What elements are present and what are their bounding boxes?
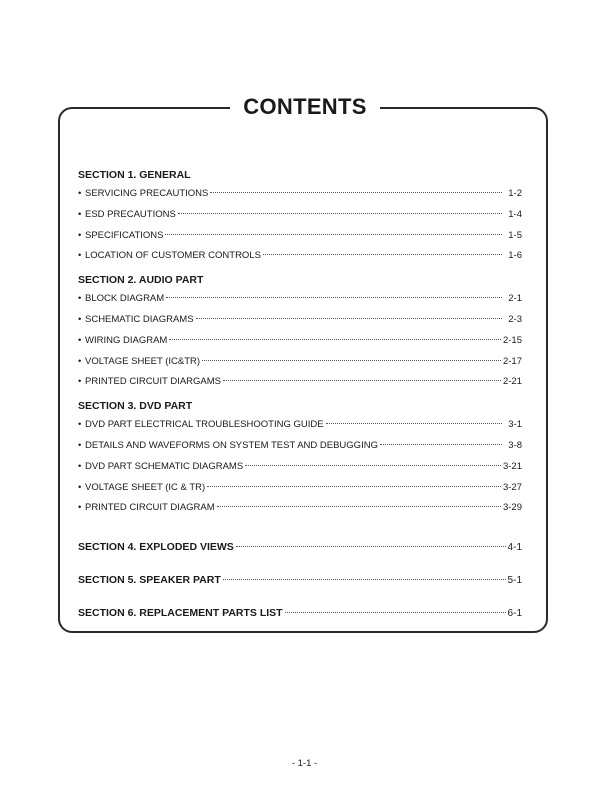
toc-section-1	[78, 166, 522, 267]
entry-label: SECTION 4. EXPLODED VIEWS	[78, 541, 234, 554]
entry-label: DETAILS AND WAVEFORMS ON SYSTEM TEST AND DEBUGGING	[85, 439, 378, 451]
dot-leader	[169, 339, 501, 340]
entry-page: 2-21	[502, 376, 522, 388]
toc-major-entry[interactable]	[78, 597, 522, 630]
bullet-icon: •	[78, 334, 82, 346]
entry-label: SPECIFICATIONS	[85, 229, 164, 241]
entry-label: SCHEMATIC DIAGRAMS	[85, 313, 194, 325]
toc-entry[interactable]	[78, 457, 522, 478]
bullet-icon: •	[78, 293, 82, 305]
toc-entry[interactable]	[78, 310, 522, 331]
entry-label: PRINTED CIRCUIT DIAGRAM	[85, 502, 215, 514]
dot-leader	[245, 465, 501, 466]
page-number: - 1-1 -	[291, 758, 318, 769]
dot-leader	[285, 612, 506, 613]
entry-page: 1-4	[508, 208, 522, 220]
entry-label: SECTION 5. SPEAKER PART	[78, 574, 221, 587]
toc-entry[interactable]	[78, 205, 522, 226]
bullet-icon: •	[78, 313, 82, 325]
toc-entry[interactable]	[78, 331, 522, 352]
bullet-icon: •	[78, 250, 82, 262]
dot-leader	[326, 423, 502, 424]
entry-label: ESD PRECAUTIONS	[85, 208, 176, 220]
entry-page: 1-2	[508, 188, 522, 199]
entry-label: BLOCK DIAGRAM	[85, 293, 165, 305]
entry-page: 2-17	[502, 355, 522, 367]
entry-page: 4-1	[507, 542, 522, 554]
entry-page: 1-5	[508, 229, 522, 241]
toc-entry[interactable]	[78, 498, 522, 519]
toc-entry[interactable]	[78, 289, 522, 310]
toc-entry[interactable]	[78, 184, 522, 205]
entry-page: 5-1	[507, 575, 522, 587]
toc-section-2	[78, 271, 522, 393]
entry-label: SECTION 6. REPLACEMENT PARTS LIST	[78, 607, 283, 620]
section-heading: SECTION 3. DVD PART	[78, 400, 193, 413]
bullet-icon: •	[78, 208, 82, 220]
dot-leader	[223, 579, 506, 580]
dot-leader	[217, 506, 501, 507]
bullet-icon: •	[78, 439, 82, 451]
entry-page: 2-3	[508, 313, 522, 325]
entry-label: WIRING DIAGRAM	[85, 334, 168, 346]
toc-major-entry[interactable]	[78, 564, 522, 597]
dot-leader	[166, 297, 502, 298]
section-heading: SECTION 2. AUDIO PART	[78, 274, 204, 287]
dot-leader	[263, 254, 502, 255]
entry-label: VOLTAGE SHEET (IC & TR)	[85, 481, 206, 493]
toc-entry[interactable]	[78, 478, 522, 499]
entry-page: 2-1	[508, 293, 522, 305]
dot-leader	[202, 360, 501, 361]
toc-major-entry[interactable]	[78, 531, 522, 564]
bullet-icon: •	[78, 376, 82, 388]
dot-leader	[236, 546, 506, 547]
bullet-icon: •	[78, 502, 82, 514]
bullet-icon: •	[78, 188, 82, 199]
bullet-icon: •	[78, 419, 82, 431]
bullet-icon: •	[78, 460, 82, 472]
dot-leader	[207, 486, 501, 487]
toc-entry[interactable]	[78, 436, 522, 457]
entry-page: 3-29	[502, 502, 522, 514]
entry-page: 3-1	[508, 419, 522, 431]
entry-label: PRINTED CIRCUIT DIARGAMS	[85, 376, 222, 388]
entry-page: 2-15	[502, 334, 522, 346]
entry-label: SERVICING PRECAUTIONS	[85, 188, 209, 199]
toc-entry[interactable]	[78, 352, 522, 373]
major-sections	[78, 531, 522, 630]
dot-leader	[380, 444, 502, 445]
entry-label: DVD PART SCHEMATIC DIAGRAMS	[85, 460, 244, 472]
toc-entry[interactable]	[78, 246, 522, 267]
bullet-icon: •	[78, 355, 82, 367]
dot-leader	[178, 213, 502, 214]
toc-entry[interactable]	[78, 226, 522, 247]
entry-label: DVD PART ELECTRICAL TROUBLESHOOTING GUIDE	[85, 419, 324, 431]
dot-leader	[223, 380, 501, 381]
toc	[78, 166, 522, 630]
dot-leader	[165, 234, 502, 235]
bullet-icon: •	[78, 229, 82, 241]
section-heading: SECTION 1. GENERAL	[78, 169, 191, 181]
entry-page: 1-6	[508, 250, 522, 262]
toc-entry[interactable]	[78, 372, 522, 393]
entry-page: 3-8	[508, 439, 522, 451]
page-title: CONTENTS	[230, 91, 380, 123]
dot-leader	[196, 318, 502, 319]
dot-leader	[210, 192, 502, 193]
entry-label: LOCATION OF CUSTOMER CONTROLS	[85, 250, 261, 262]
toc-section-3	[78, 397, 522, 519]
entry-page: 6-1	[507, 608, 522, 620]
toc-entry[interactable]	[78, 415, 522, 436]
entry-page: 3-21	[502, 460, 522, 472]
entry-label: VOLTAGE SHEET (IC&TR)	[85, 355, 201, 367]
bullet-icon: •	[78, 481, 82, 493]
entry-page: 3-27	[502, 481, 522, 493]
